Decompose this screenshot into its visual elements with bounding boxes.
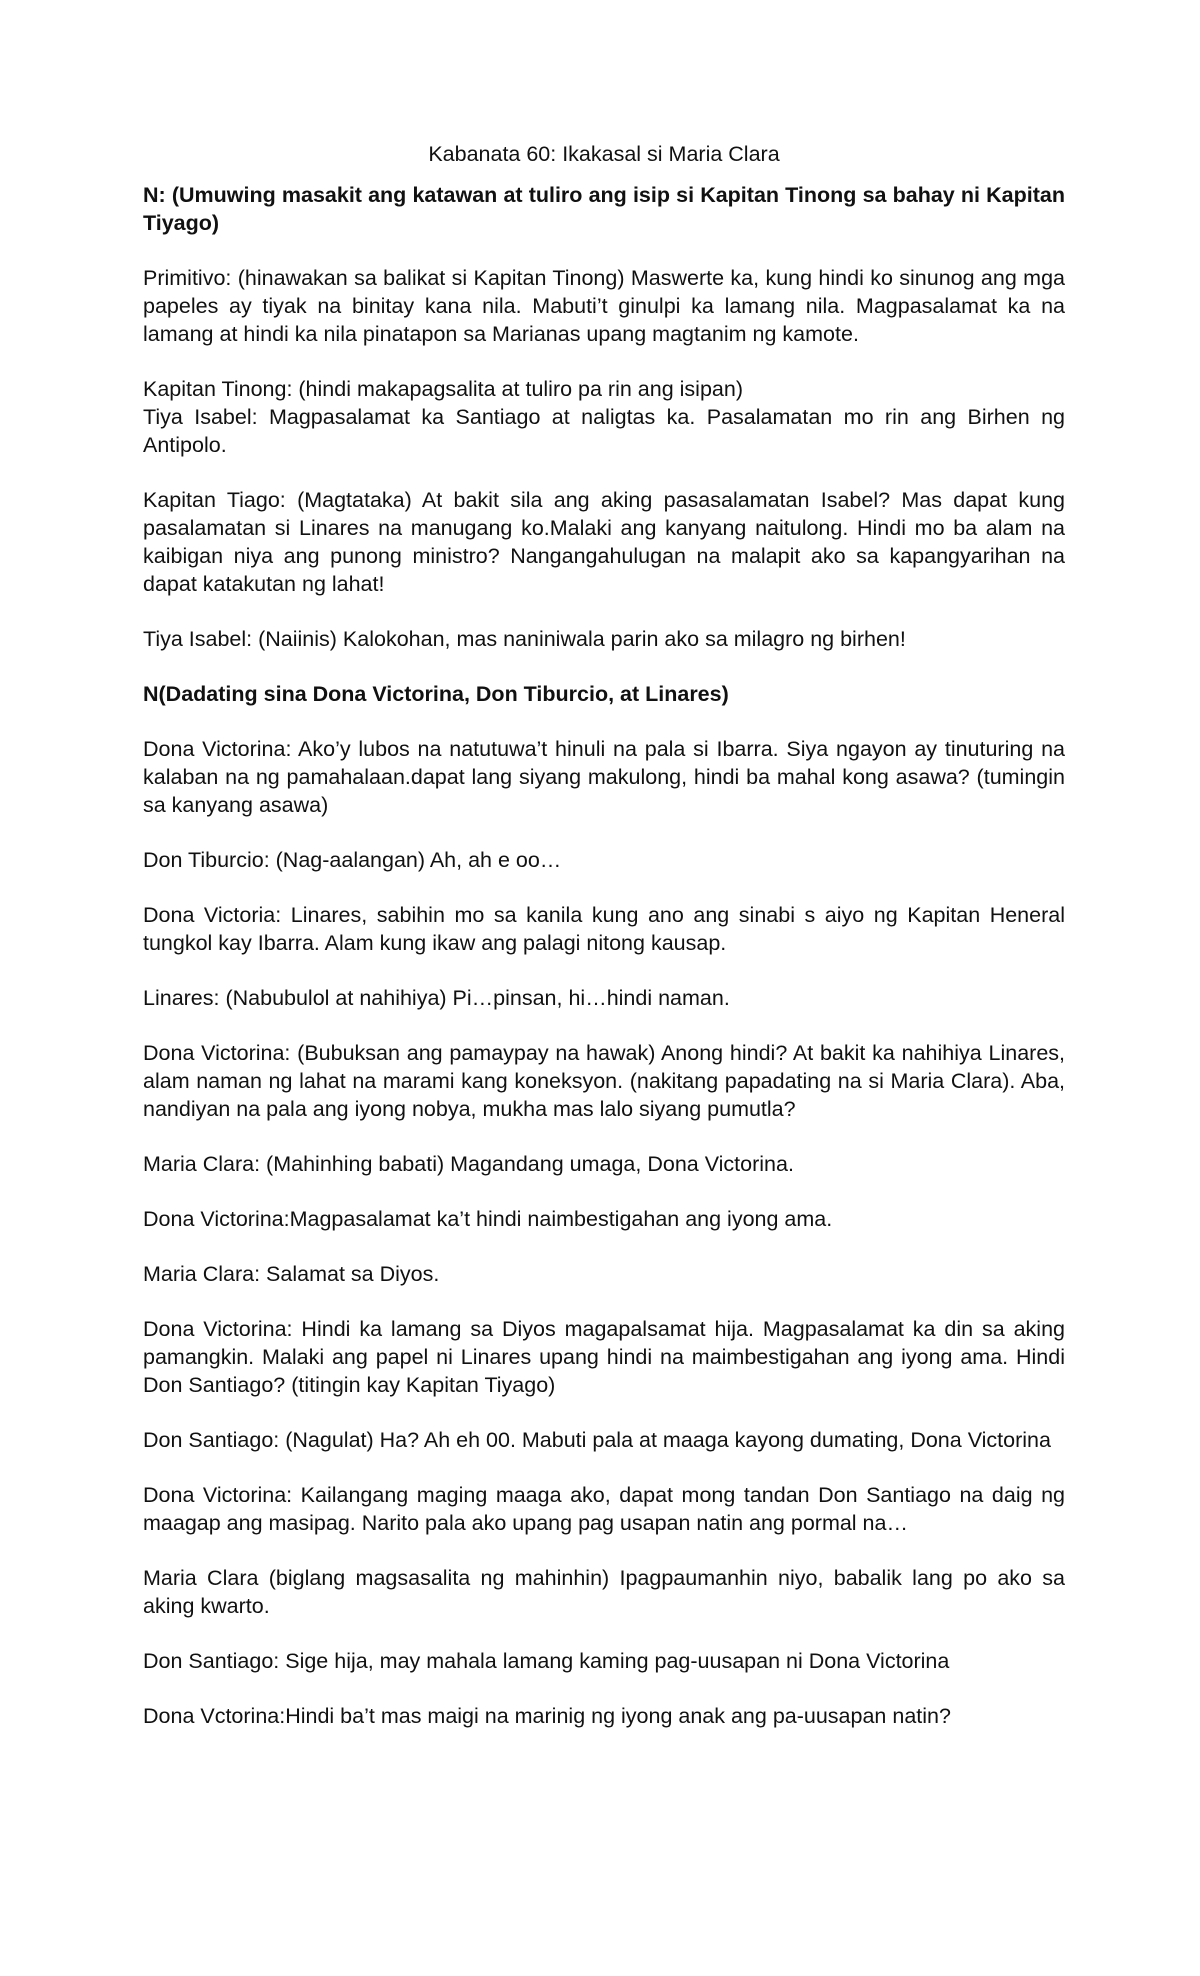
narration-paragraph: N(Dadating sina Dona Victorina, Don Tiburcio, at Linares) [143, 682, 729, 706]
dialogue-paragraph: Kapitan Tinong: (hindi makapagsalita at tuliro pa rin ang isipan) [143, 377, 743, 401]
dialogue-paragraph: Primitivo: (hinawakan sa balikat si Kapitan Tinong) Maswerte ka, kung hindi ko sinunog ang mga papeles ay tiyak na binitay kana nila. Mabuti’t ginulpi ka lamang nila. Magpasalamat ka na lamang at hindi ka nila pinatapon sa Marianas upang magtanim ng kamote. [143, 266, 1065, 346]
document-title: Kabanata 60: Ikakasal si Maria Clara [428, 142, 780, 166]
dialogue-paragraph: Tiya Isabel: Magpasalamat ka Santiago at naligtas ka. Pasalamatan mo rin ang Birhen ng Antipolo. [143, 405, 1065, 457]
dialogue-paragraph: Dona Victorina: Hindi ka lamang sa Diyos magapalsamat hija. Magpasalamat ka din sa aking pamangkin. Malaki ang papel ni Linares upang hindi na maimbestigahan ang iyong ama. Hindi Don Santiago? (titingin kay Kapitan Tiyago) [143, 1317, 1065, 1397]
narration-paragraph: N: (Umuwing masakit ang katawan at tuliro ang isip si Kapitan Tinong sa bahay ni Kapitan Tiyago) [143, 183, 1065, 235]
dialogue-paragraph: Don Tiburcio: (Nag-aalangan) Ah, ah e oo… [143, 848, 562, 872]
dialogue-paragraph: Dona Victorina: Kailangang maging maaga ako, dapat mong tandan Don Santiago na daig ng maagap ang masipag. Narito pala ako upang pag usapan natin ang pormal na… [143, 1483, 1065, 1535]
dialogue-paragraph: Don Santiago: (Nagulat) Ha? Ah eh 00. Mabuti pala at maaga kayong dumating, Dona Victorina [143, 1428, 1051, 1452]
dialogue-paragraph: Maria Clara: Salamat sa Diyos. [143, 1262, 440, 1286]
dialogue-paragraph: Dona Vctorina:Hindi ba’t mas maigi na marinig ng iyong anak ang pa-uusapan natin? [143, 1704, 951, 1728]
dialogue-paragraph: Maria Clara (biglang magsasalita ng mahinhin) Ipagpaumanhin niyo, babalik lang po ako sa aking kwarto. [143, 1566, 1065, 1618]
dialogue-paragraph: Kapitan Tiago: (Magtataka) At bakit sila ang aking pasasalamatan Isabel? Mas dapat kung pasalamatan si Linares na manugang ko.Malaki ang kanyang naitulong. Hindi mo ba alam na kaibigan niya ang punong ministro? Nangangahulugan na malapit ako sa kapangyarihan na dapat katakutan ng lahat! [143, 488, 1065, 596]
dialogue-paragraph: Dona Victorina: Ako’y lubos na natutuwa’t hinuli na pala si Ibarra. Siya ngayon ay tinuturing na kalaban na ng pamahalaan.dapat lang siyang makulong, hindi ba mahal kong asawa? (tumingin sa kanyang asawa) [143, 737, 1065, 817]
dialogue-paragraph: Don Santiago: Sige hija, may mahala lamang kaming pag-uusapan ni Dona Victorina [143, 1649, 950, 1673]
dialogue-paragraph: Dona Victorina:Magpasalamat ka’t hindi naimbestigahan ang iyong ama. [143, 1207, 833, 1231]
dialogue-paragraph: Dona Victoria: Linares, sabihin mo sa kanila kung ano ang sinabi s aiyo ng Kapitan Heneral tungkol kay Ibarra. Alam kung ikaw ang palagi nitong kausap. [143, 903, 1065, 955]
dialogue-paragraph: Dona Victorina: (Bubuksan ang pamaypay na hawak) Anong hindi? At bakit ka nahihiya Linares, alam naman ng lahat na marami kang koneksyon. (nakitang papadating na si Maria Clara). Aba, nandiyan na pala ang iyong nobya, mukha mas lalo siyang pumutla? [143, 1041, 1065, 1121]
document-page [143, 140, 1065, 1730]
dialogue-paragraph: Linares: (Nabubulol at nahihiya) Pi…pinsan, hi…hindi naman. [143, 986, 730, 1010]
dialogue-paragraph: Tiya Isabel: (Naiinis) Kalokohan, mas naniniwala parin ako sa milagro ng birhen! [143, 627, 906, 651]
dialogue-paragraph: Maria Clara: (Mahinhing babati) Magandang umaga, Dona Victorina. [143, 1152, 794, 1176]
